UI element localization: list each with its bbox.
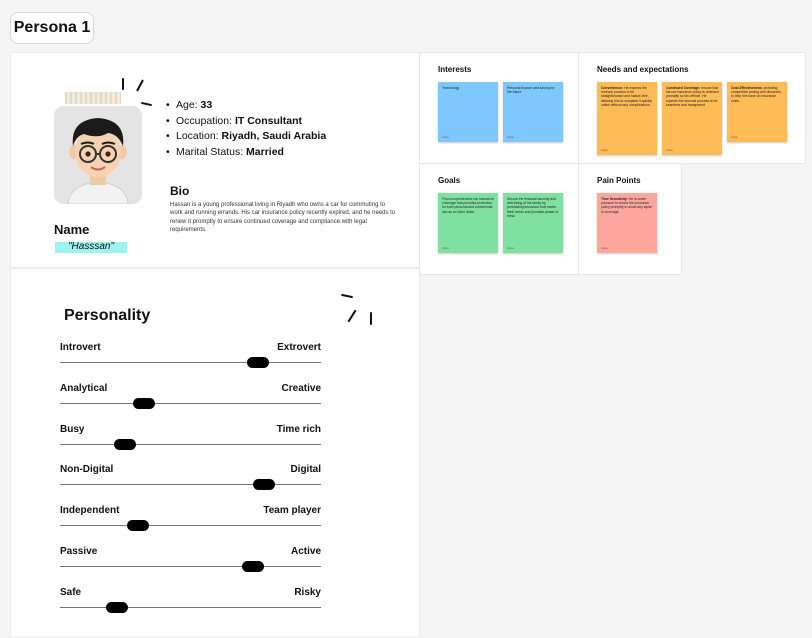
- slider-track[interactable]: [60, 362, 321, 363]
- sticky-note-author: Anna: [507, 135, 514, 139]
- sticky-note-text: Personal finance and saving for the future: [507, 86, 555, 95]
- trait-left-label: Independent: [60, 505, 120, 516]
- sticky-note-author: Anna: [507, 246, 514, 250]
- slider-handle[interactable]: [133, 398, 155, 409]
- trait-right-label: Active: [290, 546, 321, 557]
- sticky-note-text: Continued Coverage: ensure that his car insurance policy is renewed promptly so his vehicle. He expects the renewal process to be seamless and transparent: [666, 86, 719, 107]
- trait-left-label: Safe: [60, 587, 82, 598]
- trait-right-label: Risky: [294, 587, 321, 598]
- goals-title: Goals: [438, 176, 461, 185]
- fact-marital-status: • Marital Status: Married: [166, 145, 326, 161]
- trait-slider: [60, 505, 321, 545]
- trait-left-label: Busy: [60, 424, 85, 435]
- trait-right-label: Extrovert: [277, 342, 321, 353]
- trait-slider: [60, 342, 321, 382]
- sticky-note-text: Time Sensitivity: He is under pressure to renew his insurance policy promptly to avoid any lapse in coverage.: [601, 197, 652, 214]
- avatar-memoji-icon: [54, 106, 142, 204]
- sticky-note-text: Technology: [442, 86, 460, 90]
- sticky-note[interactable]: [438, 82, 498, 142]
- trait-left-label: Introvert: [60, 342, 101, 353]
- personality-title: Personality: [64, 307, 151, 324]
- slider-track[interactable]: [60, 607, 321, 608]
- slider-track[interactable]: [60, 566, 321, 567]
- fact-location: • Location: Riyadh, Saudi Arabia: [166, 129, 326, 145]
- profile-facts-list: [166, 98, 326, 160]
- tape-strip: [65, 92, 121, 104]
- slider-track[interactable]: [60, 444, 321, 445]
- name-label: Name: [54, 222, 90, 237]
- sticky-note-text: Cost-Effectiveness: providing competitive pricing and discounts to help him save on insurance costs.: [731, 86, 781, 103]
- fact-occupation: • Occupation: IT Consultant: [166, 114, 326, 130]
- trait-right-label: Creative: [281, 383, 321, 394]
- sticky-note-author: Anna: [601, 246, 608, 250]
- sticky-note-author: Anna: [666, 148, 673, 152]
- name-value: "Hasssan": [67, 241, 114, 252]
- slider-handle[interactable]: [127, 520, 149, 531]
- trait-right-label: Digital: [290, 464, 321, 475]
- slider-handle[interactable]: [106, 602, 128, 613]
- sticky-note-author: Anna: [442, 246, 449, 250]
- sticky-note[interactable]: [503, 82, 563, 142]
- trait-slider: [60, 424, 321, 464]
- slider-handle[interactable]: [242, 561, 264, 572]
- pain-points-board: [578, 163, 682, 275]
- sticky-note[interactable]: [597, 193, 657, 253]
- needs-board: [578, 52, 806, 164]
- slider-handle[interactable]: [253, 479, 275, 490]
- sticky-note[interactable]: [727, 82, 787, 142]
- trait-left-label: Non-Digital: [60, 464, 114, 475]
- sticky-note-author: Anna: [442, 135, 449, 139]
- sticky-note-author: Anna: [731, 135, 738, 139]
- interests-board: [419, 52, 579, 164]
- goals-board: [419, 163, 579, 275]
- needs-title: Needs and expectations: [597, 65, 689, 74]
- sticky-note[interactable]: [662, 82, 722, 155]
- avatar[interactable]: [54, 106, 142, 204]
- slider-handle[interactable]: [247, 357, 269, 368]
- trait-left-label: Analytical: [60, 383, 108, 394]
- sticky-note[interactable]: [438, 193, 498, 253]
- trait-right-label: Time rich: [276, 424, 321, 435]
- trait-slider: [60, 383, 321, 423]
- slider-track[interactable]: [60, 403, 321, 404]
- pain-points-title: Pain Points: [597, 176, 641, 185]
- slider-handle[interactable]: [114, 439, 136, 450]
- sticky-note[interactable]: [503, 193, 563, 253]
- sticky-note-author: Anna: [601, 148, 608, 152]
- sticky-note-text: Find comprehensive car insurance coverage that provides protection for both personal and commercial use as an Uber driver.: [442, 197, 494, 214]
- trait-slider: [60, 587, 321, 627]
- bio-text: Hassan is a young professional living in Riyadh who owns a car for commuting to work and running errands. His car insurance policy recently expired, and he needs to renew it promptly to ensure continued coverage and compliance with legal requirements.: [170, 202, 396, 234]
- slider-track[interactable]: [60, 525, 321, 526]
- sticky-note-text: Convenience: He expects the renewal process to be straightforward and hassle-free, allowing him to complete it quickly online without any complications.: [601, 86, 653, 107]
- interests-title: Interests: [438, 65, 472, 74]
- sparkle-dash: [370, 312, 372, 325]
- slider-track[interactable]: [60, 484, 321, 485]
- trait-slider: [60, 546, 321, 586]
- persona-title-chip[interactable]: Persona 1: [10, 12, 94, 44]
- sticky-note[interactable]: [597, 82, 657, 155]
- trait-left-label: Passive: [60, 546, 98, 557]
- trait-right-label: Team player: [263, 505, 321, 516]
- trait-slider: [60, 464, 321, 504]
- sticky-note-text: Secure the financial security and well-being of his family by purchasing insurance that meets their needs and provides peace of mind.: [507, 197, 559, 218]
- fact-age: • Age: 33: [166, 98, 326, 114]
- bio-heading: Bio: [170, 184, 190, 198]
- sparkle-dash: [122, 78, 124, 90]
